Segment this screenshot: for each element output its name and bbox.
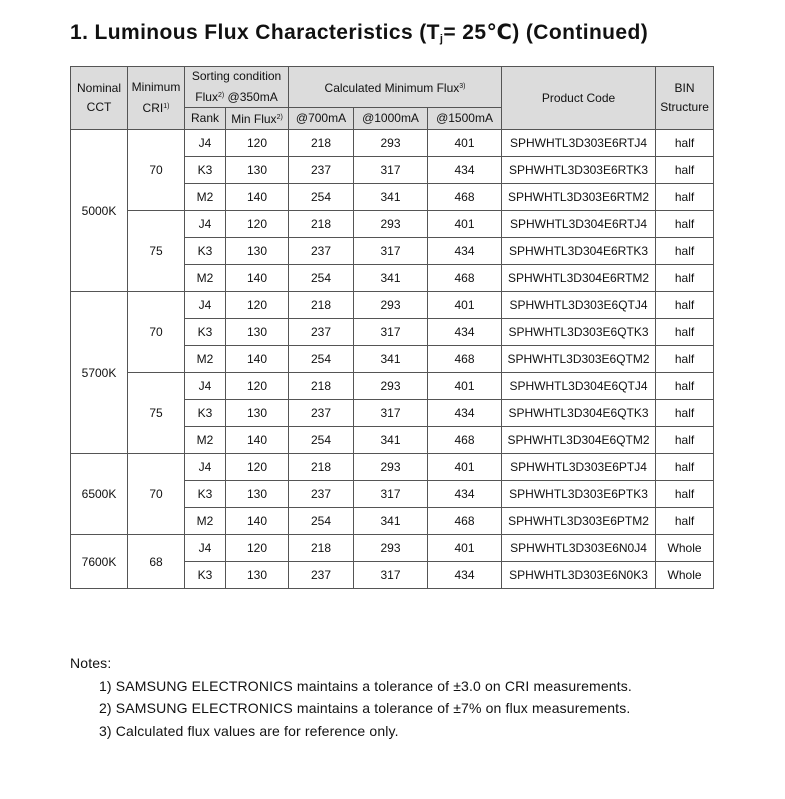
bin-structure-cell: half [656, 427, 714, 454]
flux-1500ma-cell: 468 [428, 184, 502, 211]
minimum-cri-cell: 70 [128, 292, 185, 373]
min-flux-cell: 130 [226, 400, 289, 427]
product-code-cell: SPHWHTL3D303E6QTJ4 [502, 292, 656, 319]
nominal-cct-header: Nominal CCT [71, 67, 128, 130]
flux-700ma-cell: 237 [289, 238, 354, 265]
bin-structure-cell: half [656, 319, 714, 346]
product-code-cell: SPHWHTL3D303E6PTK3 [502, 481, 656, 508]
product-code-cell: SPHWHTL3D303E6QTK3 [502, 319, 656, 346]
minimum-cri-header: Minimum CRI$^{1)}$ [128, 67, 185, 130]
rank-cell: K3 [185, 481, 226, 508]
flux-700ma-cell: 218 [289, 535, 354, 562]
notes-section [70, 652, 632, 742]
flux-1500ma-cell: 401 [428, 535, 502, 562]
flux-700ma-cell: 254 [289, 184, 354, 211]
nominal-cct-cell: 5700K [71, 292, 128, 454]
bin-structure-cell: half [656, 211, 714, 238]
flux-1500ma-cell: 434 [428, 400, 502, 427]
product-code-cell: SPHWHTL3D303E6N0J4 [502, 535, 656, 562]
flux-1000ma-cell: 317 [354, 319, 428, 346]
flux-1500ma-cell: 434 [428, 319, 502, 346]
flux-1000ma-cell: 293 [354, 292, 428, 319]
bin-structure-cell: half [656, 481, 714, 508]
nominal-cct-cell: 5000K [71, 130, 128, 292]
flux-1500ma-cell: 434 [428, 238, 502, 265]
notes-heading: Notes: [70, 655, 112, 671]
flux-700ma-cell: 254 [289, 265, 354, 292]
flux-700ma-cell: 218 [289, 130, 354, 157]
rank-cell: J4 [185, 373, 226, 400]
flux-700ma-cell: 237 [289, 400, 354, 427]
flux-1500ma-cell: 468 [428, 508, 502, 535]
rank-cell: K3 [185, 238, 226, 265]
title-suffix: = 25℃) (Continued) [443, 21, 649, 44]
product-code-cell: SPHWHTL3D304E6RTK3 [502, 238, 656, 265]
flux-1000ma-cell: 293 [354, 454, 428, 481]
table-row [71, 211, 714, 238]
flux-700ma-header: @700mA [289, 108, 354, 130]
rank-cell: M2 [185, 346, 226, 373]
min-flux-cell: 130 [226, 238, 289, 265]
flux-1500ma-cell: 434 [428, 481, 502, 508]
table-body [71, 130, 714, 589]
bin-structure-cell: half [656, 346, 714, 373]
table-row [71, 373, 714, 400]
flux-1500ma-cell: 401 [428, 211, 502, 238]
flux-1000ma-cell: 341 [354, 427, 428, 454]
flux-700ma-cell: 237 [289, 481, 354, 508]
bin-structure-cell: half [656, 400, 714, 427]
flux-700ma-cell: 218 [289, 454, 354, 481]
bin-structure-cell: half [656, 508, 714, 535]
bin-structure-cell: half [656, 238, 714, 265]
rank-cell: K3 [185, 157, 226, 184]
title-subscript: j [439, 33, 444, 45]
nominal-cct-cell: 7600K [71, 535, 128, 589]
bin-structure-cell: half [656, 130, 714, 157]
flux-700ma-cell: 218 [289, 211, 354, 238]
sorting-condition-header: Sorting condition Flux$^{2)}$ @350mA [185, 67, 289, 108]
flux-1500ma-cell: 434 [428, 562, 502, 589]
min-flux-header: Min Flux$^{2)}$ [226, 108, 289, 130]
rank-cell: J4 [185, 454, 226, 481]
rank-cell: M2 [185, 427, 226, 454]
min-flux-cell: 140 [226, 346, 289, 373]
notes-list [70, 675, 632, 743]
flux-700ma-cell: 237 [289, 157, 354, 184]
min-flux-cell: 120 [226, 373, 289, 400]
flux-1500ma-cell: 468 [428, 427, 502, 454]
note-item: 1) SAMSUNG ELECTRONICS maintains a tolerance of ±3.0 on CRI measurements. [99, 677, 632, 694]
flux-1000ma-cell: 317 [354, 562, 428, 589]
flux-1000ma-cell: 341 [354, 184, 428, 211]
product-code-cell: SPHWHTL3D303E6PTM2 [502, 508, 656, 535]
product-code-cell: SPHWHTL3D303E6RTM2 [502, 184, 656, 211]
product-code-cell: SPHWHTL3D303E6PTJ4 [502, 454, 656, 481]
flux-1000ma-header: @1000mA [354, 108, 428, 130]
minimum-cri-cell: 70 [128, 130, 185, 211]
flux-1500ma-cell: 468 [428, 346, 502, 373]
min-flux-cell: 120 [226, 211, 289, 238]
table-row [71, 454, 714, 481]
flux-1000ma-cell: 341 [354, 508, 428, 535]
min-flux-cell: 130 [226, 562, 289, 589]
rank-header: Rank [185, 108, 226, 130]
minimum-cri-cell: 68 [128, 535, 185, 589]
flux-700ma-cell: 254 [289, 508, 354, 535]
rank-cell: M2 [185, 265, 226, 292]
flux-1000ma-cell: 341 [354, 265, 428, 292]
flux-1500ma-cell: 468 [428, 265, 502, 292]
product-code-cell: SPHWHTL3D304E6QTJ4 [502, 373, 656, 400]
flux-1500ma-cell: 434 [428, 157, 502, 184]
flux-1000ma-cell: 341 [354, 346, 428, 373]
flux-1500ma-cell: 401 [428, 373, 502, 400]
min-flux-cell: 130 [226, 319, 289, 346]
flux-700ma-cell: 237 [289, 319, 354, 346]
flux-1000ma-cell: 293 [354, 373, 428, 400]
table-row [71, 535, 714, 562]
bin-structure-cell: half [656, 265, 714, 292]
flux-1000ma-cell: 317 [354, 238, 428, 265]
bin-structure-cell: half [656, 157, 714, 184]
bin-structure-cell: half [656, 373, 714, 400]
rank-cell: K3 [185, 319, 226, 346]
product-code-cell: SPHWHTL3D303E6N0K3 [502, 562, 656, 589]
header-row-1 [71, 67, 714, 108]
flux-1000ma-cell: 317 [354, 157, 428, 184]
minimum-cri-cell: 75 [128, 373, 185, 454]
bin-structure-cell: half [656, 184, 714, 211]
product-code-cell: SPHWHTL3D304E6QTK3 [502, 400, 656, 427]
flux-1500ma-header: @1500mA [428, 108, 502, 130]
note-item: 3) Calculated flux values are for reference only. [99, 722, 399, 739]
rank-cell: J4 [185, 292, 226, 319]
min-flux-cell: 120 [226, 454, 289, 481]
min-flux-cell: 120 [226, 130, 289, 157]
product-code-cell: SPHWHTL3D304E6QTM2 [502, 427, 656, 454]
rank-cell: J4 [185, 130, 226, 157]
flux-700ma-cell: 254 [289, 346, 354, 373]
nominal-cct-cell: 6500K [71, 454, 128, 535]
bin-structure-header: BIN Structure [656, 67, 714, 130]
rank-cell: K3 [185, 400, 226, 427]
flux-1000ma-cell: 317 [354, 481, 428, 508]
product-code-cell: SPHWHTL3D303E6RTK3 [502, 157, 656, 184]
flux-1000ma-cell: 317 [354, 400, 428, 427]
bin-structure-cell: half [656, 292, 714, 319]
flux-700ma-cell: 254 [289, 427, 354, 454]
luminous-flux-table [70, 66, 714, 589]
flux-700ma-cell: 218 [289, 292, 354, 319]
flux-700ma-cell: 237 [289, 562, 354, 589]
flux-1500ma-cell: 401 [428, 454, 502, 481]
rank-cell: J4 [185, 535, 226, 562]
table-row [71, 130, 714, 157]
min-flux-cell: 140 [226, 427, 289, 454]
flux-700ma-cell: 218 [289, 373, 354, 400]
rank-cell: K3 [185, 562, 226, 589]
bin-structure-cell: Whole [656, 562, 714, 589]
product-code-cell: SPHWHTL3D304E6RTM2 [502, 265, 656, 292]
min-flux-cell: 130 [226, 157, 289, 184]
flux-1500ma-cell: 401 [428, 292, 502, 319]
flux-1000ma-cell: 293 [354, 211, 428, 238]
rank-cell: M2 [185, 184, 226, 211]
minimum-cri-cell: 75 [128, 211, 185, 292]
min-flux-cell: 120 [226, 292, 289, 319]
rank-cell: M2 [185, 508, 226, 535]
product-code-header: Product Code [502, 67, 656, 130]
note-item: 2) SAMSUNG ELECTRONICS maintains a tolerance of ±7% on flux measurements. [99, 700, 631, 716]
flux-1000ma-cell: 293 [354, 535, 428, 562]
page-title [70, 20, 648, 45]
bin-structure-cell: half [656, 454, 714, 481]
min-flux-cell: 130 [226, 481, 289, 508]
product-code-cell: SPHWHTL3D303E6QTM2 [502, 346, 656, 373]
bin-structure-cell: Whole [656, 535, 714, 562]
title-prefix: 1. Luminous Flux Characteristics (T [70, 21, 440, 44]
min-flux-cell: 140 [226, 184, 289, 211]
min-flux-cell: 120 [226, 535, 289, 562]
rank-cell: J4 [185, 211, 226, 238]
min-flux-cell: 140 [226, 508, 289, 535]
flux-1000ma-cell: 293 [354, 130, 428, 157]
minimum-cri-cell: 70 [128, 454, 185, 535]
product-code-cell: SPHWHTL3D304E6RTJ4 [502, 211, 656, 238]
calculated-min-flux-header: Calculated Minimum Flux$^{3)}$ [289, 67, 502, 108]
flux-1500ma-cell: 401 [428, 130, 502, 157]
product-code-cell: SPHWHTL3D303E6RTJ4 [502, 130, 656, 157]
table-row [71, 292, 714, 319]
min-flux-cell: 140 [226, 265, 289, 292]
